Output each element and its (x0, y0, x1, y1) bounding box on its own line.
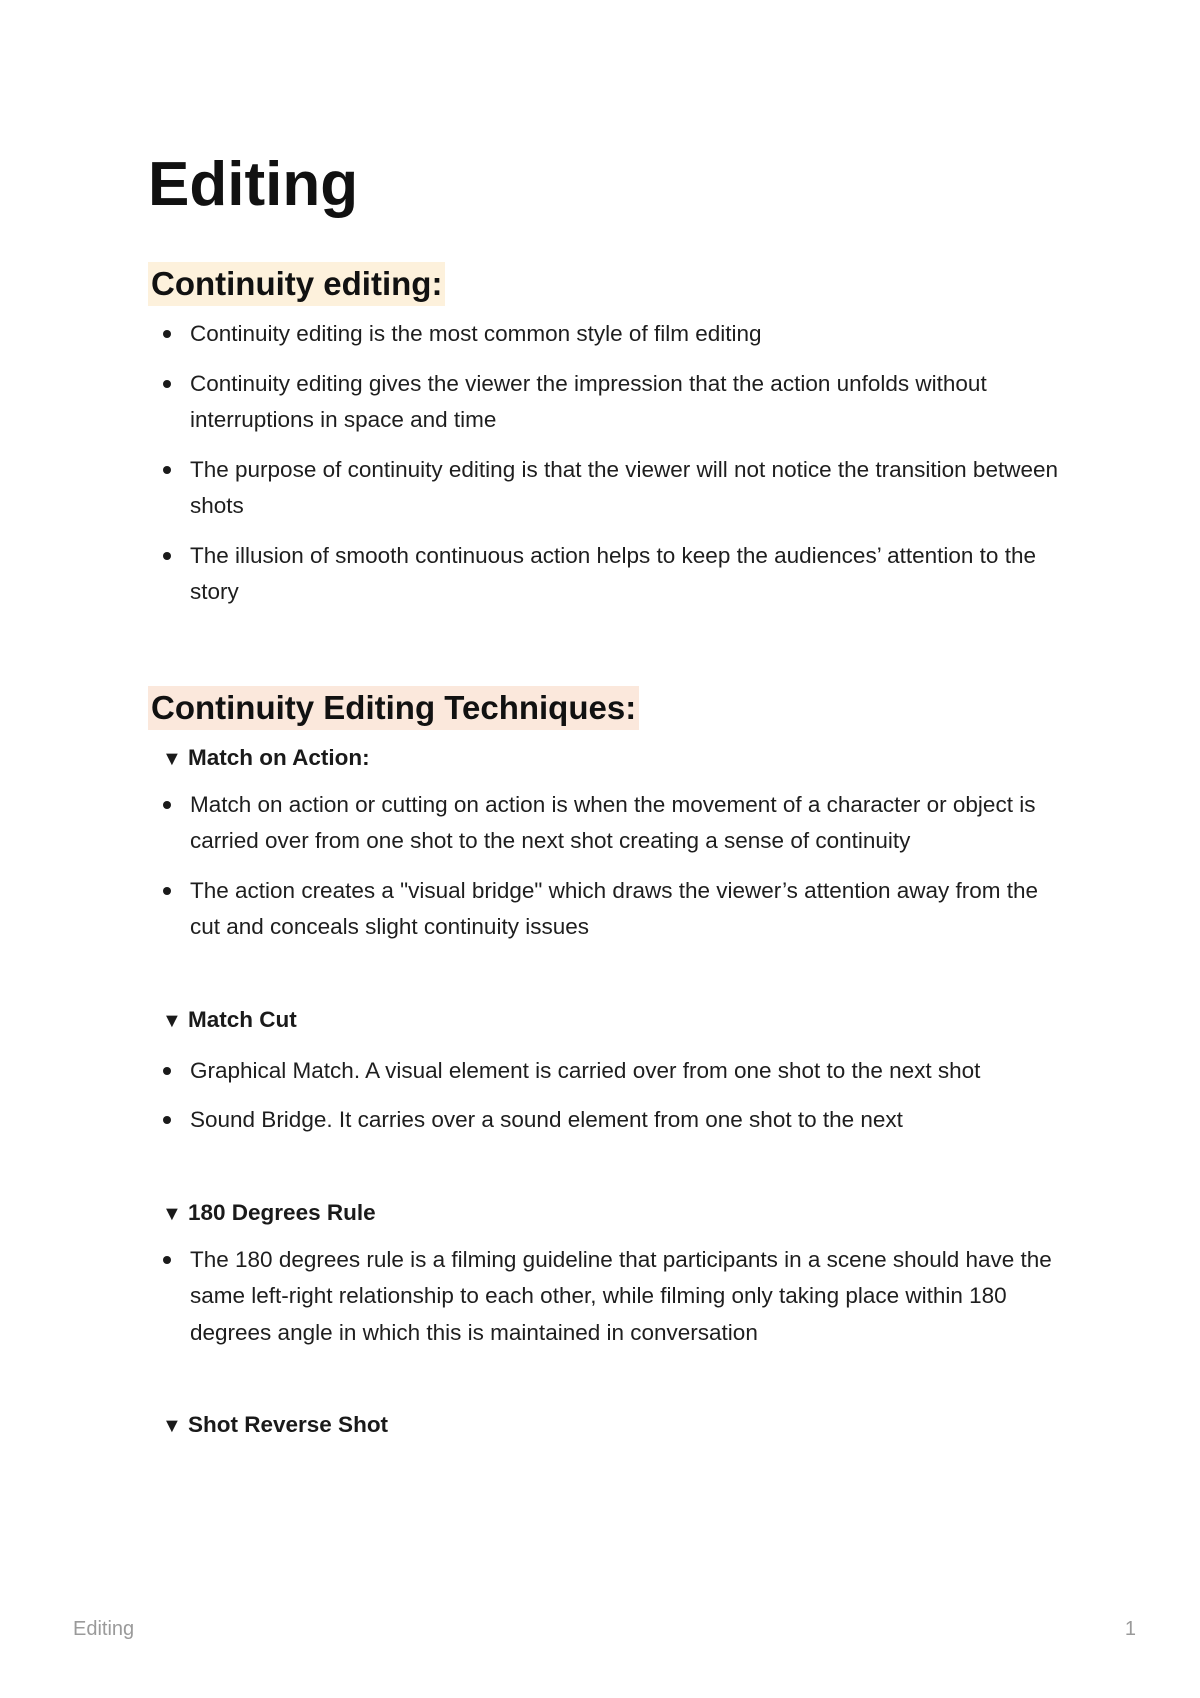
toggle-match-on-action[interactable] (148, 740, 1068, 777)
bullet-dot-icon (163, 552, 171, 560)
toggle-label: Shot Reverse Shot (188, 1412, 389, 1437)
toggle-triangle-icon: ▼ (162, 1202, 182, 1225)
section-heading: Continuity editing: (148, 262, 445, 306)
toggle-shot-reverse-shot[interactable] (148, 1407, 1068, 1444)
list-item: Continuity editing is the most common style of film editing (148, 316, 1068, 353)
toggle-180-degrees-rule[interactable] (148, 1195, 1068, 1232)
toggle-triangle-icon: ▼ (162, 1009, 182, 1032)
bullet-list (148, 787, 1068, 946)
bullet-dot-icon (163, 1116, 171, 1124)
toggle-block-match-cut (148, 1002, 1068, 1139)
footer-doc-label: Editing (73, 1618, 135, 1640)
bullet-list (148, 1053, 1068, 1139)
toggle-match-cut[interactable] (148, 1002, 1068, 1039)
footer-page-number: 1 (1124, 1618, 1136, 1640)
list-item: Graphical Match. A visual element is carried over from one shot to the next shot (148, 1053, 1068, 1090)
list-item: Match on action or cutting on action is when the movement of a character or object is carried over from one shot to the next shot creating a sense of continuity (148, 787, 1068, 860)
bullet-list (148, 316, 1068, 611)
list-item: The purpose of continuity editing is that the viewer will not notice the transition between shots (148, 452, 1068, 525)
toggle-triangle-icon: ▼ (162, 1415, 182, 1437)
toggle-triangle-icon: ▼ (162, 747, 182, 770)
section-continuity-editing (148, 262, 1068, 611)
bullet-list (148, 1242, 1068, 1352)
page-content (148, 150, 1068, 1444)
list-item: The action creates a "visual bridge" which draws the viewer’s attention away from the cut and conceals slight continuity issues (148, 873, 1068, 946)
bullet-dot-icon (163, 380, 171, 388)
list-item: Sound Bridge. It carries over a sound element from one shot to the next (148, 1102, 1068, 1139)
toggle-label: Match Cut (188, 1006, 297, 1032)
section-heading: Continuity Editing Techniques: (148, 686, 639, 730)
list-item: The 180 degrees rule is a filming guideline that participants in a scene should have the same left-right relationship to each other, while filming only taking place within 180 degrees angle in which this is maintained in conversation (148, 1242, 1068, 1352)
page-title: Editing (148, 150, 359, 219)
bullet-dot-icon (163, 1256, 171, 1264)
toggle-label: 180 Degrees Rule (188, 1199, 376, 1225)
list-item: The illusion of smooth continuous action helps to keep the audiences’ attention to the story (148, 538, 1068, 611)
bullet-dot-icon (163, 466, 171, 474)
toggle-block-shot-reverse-shot (148, 1407, 1068, 1444)
bullet-dot-icon (163, 801, 171, 809)
toggle-block-match-on-action (148, 740, 1068, 946)
list-item: Continuity editing gives the viewer the impression that the action unfolds without interruptions in space and time (148, 366, 1068, 439)
toggle-label: Match on Action: (188, 744, 370, 770)
section-continuity-editing-techniques (148, 686, 1068, 1445)
bullet-dot-icon (163, 1067, 171, 1075)
toggle-block-180-degrees-rule (148, 1195, 1068, 1352)
bullet-dot-icon (163, 330, 171, 338)
bullet-dot-icon (163, 887, 171, 895)
